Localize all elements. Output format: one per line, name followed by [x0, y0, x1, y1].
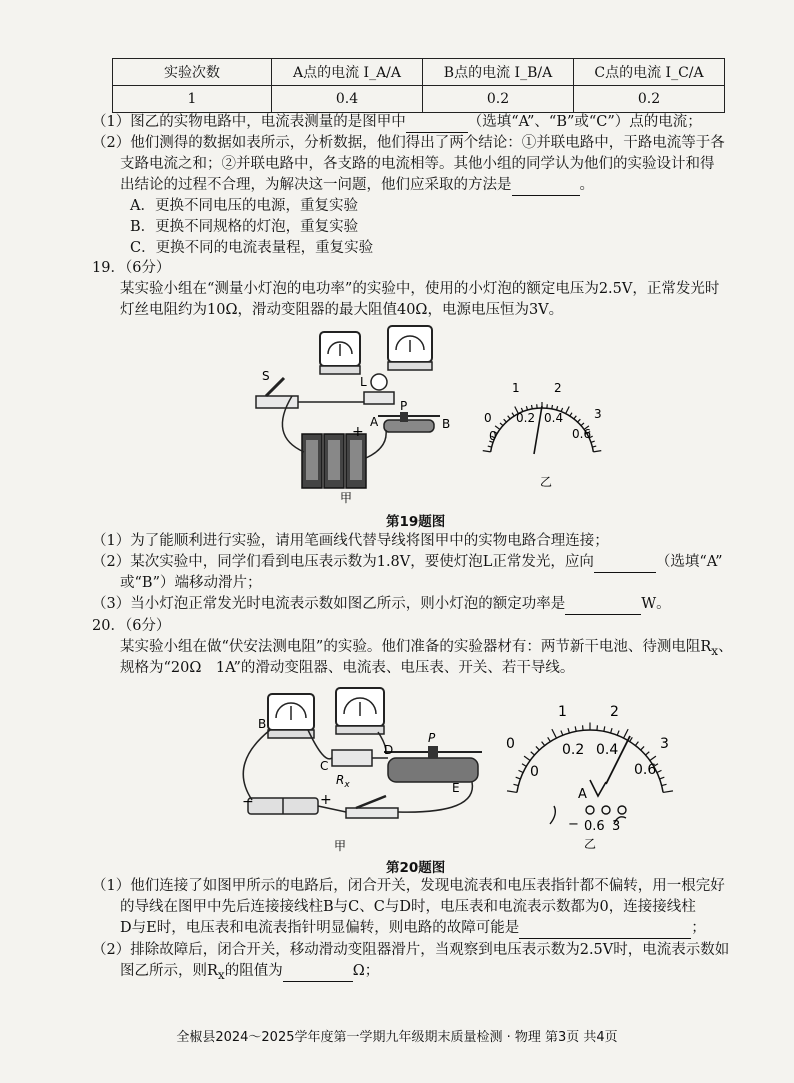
q19-figure-caption: 第19题图 [386, 514, 446, 530]
dial-label-2: 2 [610, 704, 619, 720]
label-d: D [384, 743, 394, 757]
q20-q2-text-b: 的阻值为 [224, 963, 283, 979]
q20-q2-sub: x [217, 967, 225, 982]
label-c: C [320, 759, 329, 773]
dial-pointer [534, 406, 542, 454]
dial-tick [591, 441, 595, 442]
table-cell: 0.4 [272, 86, 423, 113]
dial-label-1: 1 [512, 381, 520, 395]
switch [346, 808, 398, 818]
dial-tick [604, 726, 605, 731]
table-header-row [113, 59, 725, 86]
table-header-cell: A点的电流 I_A/A [272, 59, 423, 86]
dial-label-b0: 0 [489, 429, 497, 443]
dial-tick [548, 737, 551, 741]
answer-blank[interactable] [565, 594, 641, 615]
q18-part2-line2: 支路电流之和；②并联电路中，各支路的电流相等。其他小组的同学认为他们的实验设计和得 [120, 156, 715, 172]
dial-label-0: 0 [484, 411, 492, 425]
dial-tick [624, 729, 629, 738]
q19-q2-text: （2）某次实验中，同学们看到电压表示数为1.8V，要使灯泡L正常发光，应向 [92, 554, 594, 570]
dial-label-3: 3 [660, 736, 669, 752]
dial-label-04: 0.4 [544, 411, 564, 425]
lamp-base [364, 392, 394, 404]
q19-number: 19．（6分） [92, 260, 171, 276]
q20-q1-line1: （1）他们连接了如图甲所示的电路后，闭合开关，发现电流表和电压表指针都不偏转，用一根完好 [92, 878, 725, 894]
dial-tick [566, 407, 570, 414]
dial-label-a: A [578, 787, 587, 802]
q20-figure-caption: 第20题图 [386, 860, 446, 876]
answer-blank[interactable] [406, 112, 468, 133]
label-l: L [360, 375, 367, 389]
figure-label-yi: 乙 [584, 837, 597, 850]
dial-label-b0: 0 [530, 764, 539, 780]
q19-q2 [92, 552, 723, 573]
label-b: B [258, 717, 267, 731]
terminal-3: 3 [612, 819, 621, 834]
q20-q2-text: 图乙所示，则R [120, 963, 218, 979]
q20-q1-end: ； [691, 920, 706, 936]
q20-circuit-figure [228, 684, 498, 854]
dial-tick [536, 746, 539, 750]
q18-part2-line1: （2）他们测得的数据如表所示，分析数据，他们得出了两个结论：①并联电路中，干路电流等于各 [92, 135, 725, 151]
q18-option-c: C．更换不同的电流表量程，重复实验 [130, 240, 374, 256]
answer-blank[interactable] [283, 961, 353, 982]
dial-tick [531, 752, 535, 755]
dial-tick [519, 770, 524, 772]
dial-tick [662, 784, 667, 785]
dial-tick [592, 446, 596, 447]
data-table [112, 58, 725, 113]
dial-tick [516, 777, 521, 779]
dial-tick [512, 413, 514, 416]
terminal-06: 0.6 [584, 819, 605, 834]
dial-label-02: 0.2 [562, 742, 585, 758]
q20-q2-line1: （2）排除故障后，闭合开关，移动滑动变阻器滑片，当观察到电压表示数为2.5V时，电流表示数如 [92, 942, 730, 958]
dial-tick [657, 770, 662, 772]
table-cell: 0.2 [574, 86, 725, 113]
dial-tick [660, 777, 665, 779]
dial-tick [488, 446, 492, 447]
dial-tick [574, 416, 576, 419]
q18-part2-line3 [120, 175, 594, 196]
q20-number: 20．（6分） [92, 618, 171, 634]
page-footer: 全椒县2024～2025学年度第一学期九年级期末质量检测 · 物理 第3页 共4页 [176, 1030, 618, 1045]
q19-q2-line2: 或“B”）端移动滑片； [120, 575, 262, 591]
answer-blank[interactable] [594, 552, 656, 573]
answer-blank[interactable] [512, 175, 580, 196]
label-p: P [428, 731, 436, 745]
q18-part2-line3-text: 出结论的过程不合理，为解决这一问题，他们应采取的方法是 [120, 177, 512, 193]
q20-q2-unit: Ω； [352, 963, 380, 979]
q19-q1: （1）为了能顺利进行实验，请用笔画线代替导线将图甲中的实物电路合理连接； [92, 533, 609, 549]
figure-label-yi: 乙 [540, 475, 553, 489]
dial-tick [581, 423, 584, 426]
label-p: P [400, 399, 408, 413]
label-rx: $R_x$ [336, 773, 350, 790]
label-minus: − [242, 794, 254, 810]
label-s: S [262, 369, 270, 383]
q18-part1 [92, 112, 702, 133]
dial-tick [522, 764, 526, 767]
q19-q3 [92, 594, 671, 615]
q20-q2-line2 [120, 961, 379, 985]
dial-label-06: 0.6 [572, 427, 592, 441]
q20-q1-line3-text: D与E时，电压表和电流表指针明显偏转，则电路的故障可能是 [120, 920, 520, 936]
dial-tick [570, 413, 572, 416]
dial-tick [641, 746, 644, 750]
table-header-cell: 实验次数 [113, 59, 272, 86]
dial-tick [630, 737, 633, 741]
dial-tick [508, 416, 510, 419]
table-row [113, 86, 725, 113]
dial-label-04: 0.4 [596, 742, 619, 758]
q20-meter-dial [498, 700, 688, 850]
dial-tick [593, 451, 601, 452]
rheostat [384, 420, 434, 432]
table-cell: 0.2 [423, 86, 574, 113]
dial-label-02: 0.2 [516, 411, 536, 425]
dial-tick [513, 784, 518, 785]
dial-label-3: 3 [594, 407, 602, 421]
table-header-cell: B点的电流 I_B/A [423, 59, 574, 86]
dial-tick [542, 742, 545, 746]
rheostat [388, 758, 478, 782]
q20-intro-sub: x [711, 643, 719, 658]
label-plus: + [352, 424, 364, 440]
q19-meter-dial [462, 374, 622, 490]
dial-tick [578, 419, 581, 422]
dial-tick [611, 728, 612, 733]
q19-intro-line1: 某实验小组在“测量小灯泡的电功率”的实验中，使用的小灯泡的额定电压为2.5V，正常发光时 [120, 281, 720, 297]
q18-part1-text-end: （选填“A”、“B”或“C”）点的电流； [467, 114, 702, 130]
q20-intro-end: 、 [718, 639, 733, 655]
q20-intro-line2: 规格为“20Ω 1A”的滑动变阻器、电流表、电压表、开关、若干导线。 [120, 660, 575, 676]
dial-tick [635, 742, 638, 746]
dial-tick [524, 756, 530, 760]
dial-tick [483, 451, 491, 452]
dial-tick [575, 726, 576, 731]
figure-label-jia: 甲 [334, 839, 347, 853]
dial-tick [650, 756, 656, 760]
dial-label-06: 0.6 [634, 762, 657, 778]
dial-tick [568, 728, 569, 733]
label-e: E [452, 781, 460, 795]
dial-label-1: 1 [558, 704, 567, 720]
battery-pack [302, 434, 366, 488]
dial-tick [507, 791, 517, 793]
q19-q3-text: （3）当小灯泡正常发光时电流表示数如图乙所示，则小灯泡的额定功率是 [92, 596, 566, 612]
dial-label-2: 2 [554, 381, 562, 395]
label-plus: + [320, 792, 332, 808]
dial-tick [646, 752, 650, 755]
q18-part1-text: （1）图乙的实物电路中，电流表测量的是图甲中 [92, 114, 406, 130]
label-b: B [442, 417, 451, 431]
q19-intro-line2: 灯丝电阻约为10Ω，滑动变阻器的最大阻值40Ω，电源电压恒为3V。 [120, 302, 564, 318]
figure-label-jia: 甲 [340, 491, 353, 505]
dial-tick [500, 423, 503, 426]
dial-tick [552, 729, 557, 738]
resistor-rx [332, 750, 372, 766]
dial-tick [663, 791, 673, 793]
dial-tick [504, 419, 507, 422]
dial-label-0: 0 [506, 736, 515, 752]
q19-q3-unit: W。 [641, 596, 671, 612]
q19-q2-text-end: （选填“A” [655, 554, 723, 570]
terminal-minus: − [568, 817, 579, 832]
q18-option-a: A．更换不同电压的电源，重复实验 [130, 198, 358, 214]
q20-intro-text: 某实验小组在做“伏安法测电阻”的实验。他们准备的实验器材有：两节新干电池、待测电阻R [120, 639, 712, 655]
q19-circuit-figure [248, 318, 458, 508]
table-header-cell: C点的电流 I_C/A [574, 59, 725, 86]
q18-part2-end: 。 [579, 177, 594, 193]
lamp-icon [371, 374, 387, 390]
dial-tick [532, 405, 533, 409]
q18-option-b: B．更换不同规格的灯泡，重复实验 [130, 219, 359, 235]
dial-tick [617, 731, 619, 736]
dial-tick [561, 731, 563, 736]
q20-q1-line3 [120, 918, 706, 939]
answer-blank[interactable] [519, 918, 691, 939]
q20-q1-line2: 的导线在图甲中先后连接接线柱B与C、C与D时，电压表和电流表示数都为0，连接接线柱 [120, 899, 696, 915]
dial-tick [552, 405, 553, 409]
table-cell: 1 [113, 86, 272, 113]
label-a: A [370, 415, 379, 429]
